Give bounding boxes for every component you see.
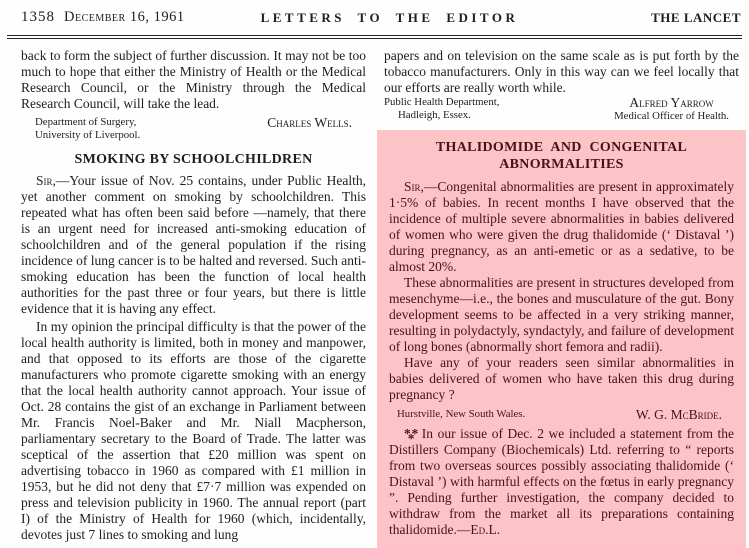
editor-note: *** In our issue of Dec. 2 we included a statement from the Distillers Company (Biochemicals) Ltd. referring to “ reports from two overseas sources possibly associating thalidomide (‘ Distaval ’) with harmful effects on the fœtus in early pregnancy ”. Pending further investigation, the company decided to withdraw from the market all its preparations containing thalidomide.—Ed.L. bbox=[389, 425, 734, 537]
header-rule bbox=[7, 35, 742, 39]
wells-address: Department of Surgery, University of Liverpool. bbox=[35, 116, 141, 141]
smoking-letter-paragraph-2: In my opinion the principal difficulty is that the power of the local health authority is limited, both in money and manpower, and that opposed to its efforts are those of the cigarette manufacturers who promote cigarette smoking with an energy that the local health authority cannot approach. Your issue of Oct. 28 contains the gist of an exchange in Parliament between Mr. Francis Noel-Baker and Mr. Niall Macpherson, parliamentary secretary to the Board of Trade. The latter was sceptical of the assertion that £20 million was spent on advertising tobacco in 1960 as compared with £1 million in 1953, but he did not deny that £7·7 million was expended on press and television publicity in 1960. The annual report (part I) of the Ministry of Health for 1960 (which, incidentally, devotes just 7 lines to smoking and lung bbox=[21, 319, 366, 542]
journal-name: THE LANCET bbox=[651, 10, 741, 25]
mcbride-address: Hurstville, New South Wales. bbox=[397, 407, 526, 420]
yarrow-signature bbox=[384, 96, 739, 123]
thalidomide-paragraph-3: Have any of your readers seen similar abnormalities in babies delivered of women who have taken this drug during pregnancy ? bbox=[389, 354, 734, 402]
left-column bbox=[21, 48, 366, 543]
yarrow-name: Alfred Yarrow Medical Officer of Health. bbox=[614, 95, 729, 122]
smoking-letter-paragraph-1: Sir,—Your issue of Nov. 25 contains, under Public Health, yet another comment on smoking by schoolchildren. This repeated what has often been said before —namely, that there is an urgent need for increased anti-smoking education of schoolchildren and of the general population if the rising incidence of lung cancer is to be halted and reversed. Such anti-smoking education has been the function of local health authorities for the past three or four years, but there is little evidence that it is having any effect. bbox=[21, 173, 366, 316]
wells-signature bbox=[35, 116, 362, 141]
mcbride-signature bbox=[397, 408, 732, 422]
smoking-letter-heading: SMOKING BY SCHOOLCHILDREN bbox=[74, 152, 313, 167]
issue-date: December 16, 1961 bbox=[64, 9, 185, 25]
editor-signoff: —Ed.L. bbox=[456, 521, 501, 537]
text-columns bbox=[0, 48, 749, 548]
page-number: 1358 bbox=[21, 9, 55, 25]
thalidomide-letter-heading: THALIDOMIDE AND CONGENITAL ABNORMALITIES bbox=[435, 139, 688, 172]
yarrow-letter-continuation: papers and on television on the same scale as is put forth by the tobacco manufacturers. Only in this way can we feel locally that our efforts are really worth while. bbox=[384, 48, 739, 95]
yarrow-title: Medical Officer of Health. bbox=[614, 110, 729, 122]
salutation: Sir, bbox=[36, 173, 56, 188]
right-column bbox=[377, 48, 746, 548]
mcbride-name: W. G. McBride. bbox=[635, 406, 722, 422]
thalidomide-letter-highlight bbox=[377, 130, 746, 548]
thalidomide-paragraph-2: These abnormalities are present in structures developed from mesenchyme—i.e., the bones and musculature of the gut. Bony development seems to be affected in a very striking manner, resulting in polydactyly, syndactyly, and failure of development of long bones (abnormally short femora and radii). bbox=[389, 274, 734, 354]
salutation: Sir, bbox=[404, 178, 424, 194]
wells-letter-continuation: back to form the subject of further discussion. It may not be too much to hope that either the Ministry of Health or the Medical Research Council, or the Ministry through the Medical Research Council, will take the lead. bbox=[21, 48, 366, 111]
asterism-mark: *** bbox=[404, 425, 418, 446]
wells-name: Charles Wells. bbox=[267, 115, 352, 130]
section-title: LETTERS TO THE EDITOR bbox=[260, 10, 519, 25]
yarrow-address: Public Health Department, Hadleigh, Essex. bbox=[384, 96, 500, 121]
masthead bbox=[0, 7, 749, 34]
thalidomide-paragraph-1: Sir,—Congenital abnormalities are present in approximately 1·5% of babies. In recent months I have observed that the incidence of multiple severe abnormalities in babies delivered of women who were given the drug thalidomide (‘ Distaval ’) during pregnancy, as an anti-emetic or as a sedative, to be almost 20%. bbox=[389, 178, 734, 274]
